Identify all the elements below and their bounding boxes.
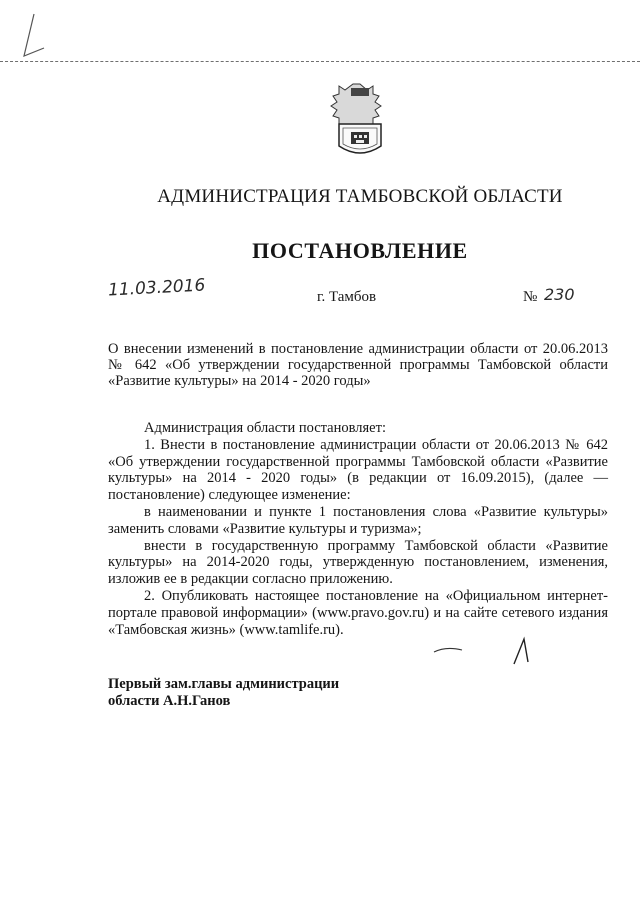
body-paragraph-1a: в наименовании и пункте 1 постановления слова «Развитие культуры» заменить словами «Развитие культуры и туризма»; — [108, 503, 608, 537]
document-city: г. Тамбов — [317, 289, 377, 305]
organization-title: АДМИНИСТРАЦИЯ ТАМБОВСКОЙ ОБЛАСТИ — [157, 186, 563, 207]
pen-stroke-mark — [20, 12, 50, 66]
body-paragraph-1b: внести в государственную программу Тамбовской области «Развитие культуры» на 2014-2020 годы, утвержденную постановлением, изменения, изложив ее в редакции согласно приложению. — [108, 537, 608, 588]
signature-mark — [510, 636, 534, 666]
body-paragraph-intro: Администрация области постановляет: — [144, 420, 386, 436]
initials-mark — [432, 640, 472, 658]
body-paragraph-2: 2. Опубликовать настоящее постановление на «Официальном интернет-портале правовой информации» (www.pravo.gov.ru) и на сайте сетевого издания «Тамбовская жизнь» (www.tamlife.ru). — [108, 587, 608, 638]
document-date: 11.03.2016 — [107, 275, 206, 301]
document-subject: О внесении изменений в постановление администрации области от 20.06.2013 № 642 «Об утверждении государственной программы Тамбовской области «Развитие культуры» на 2014 - 2020 годы» — [108, 341, 608, 389]
coat-of-arms-emblem — [329, 82, 391, 158]
document-body — [108, 420, 608, 638]
document-number: 230 — [544, 285, 575, 304]
cut-line — [0, 61, 640, 62]
signatory-block — [108, 676, 339, 710]
signatory-name: области А.Н.Ганов — [108, 693, 231, 709]
signatory-position: Первый зам.главы администрации — [108, 676, 340, 692]
body-paragraph-1: 1. Внести в постановление администрации области от 20.06.2013 № 642 «Об утверждении государственной программы Тамбовской области «Развитие культуры» на 2014 - 2020 годы» (в редакции от 16.09.2015), (далее — постановление) следующее изменение: — [108, 436, 608, 504]
document-number-sign: № — [523, 289, 538, 305]
document-type-title: ПОСТАНОВЛЕНИЕ — [252, 238, 468, 263]
